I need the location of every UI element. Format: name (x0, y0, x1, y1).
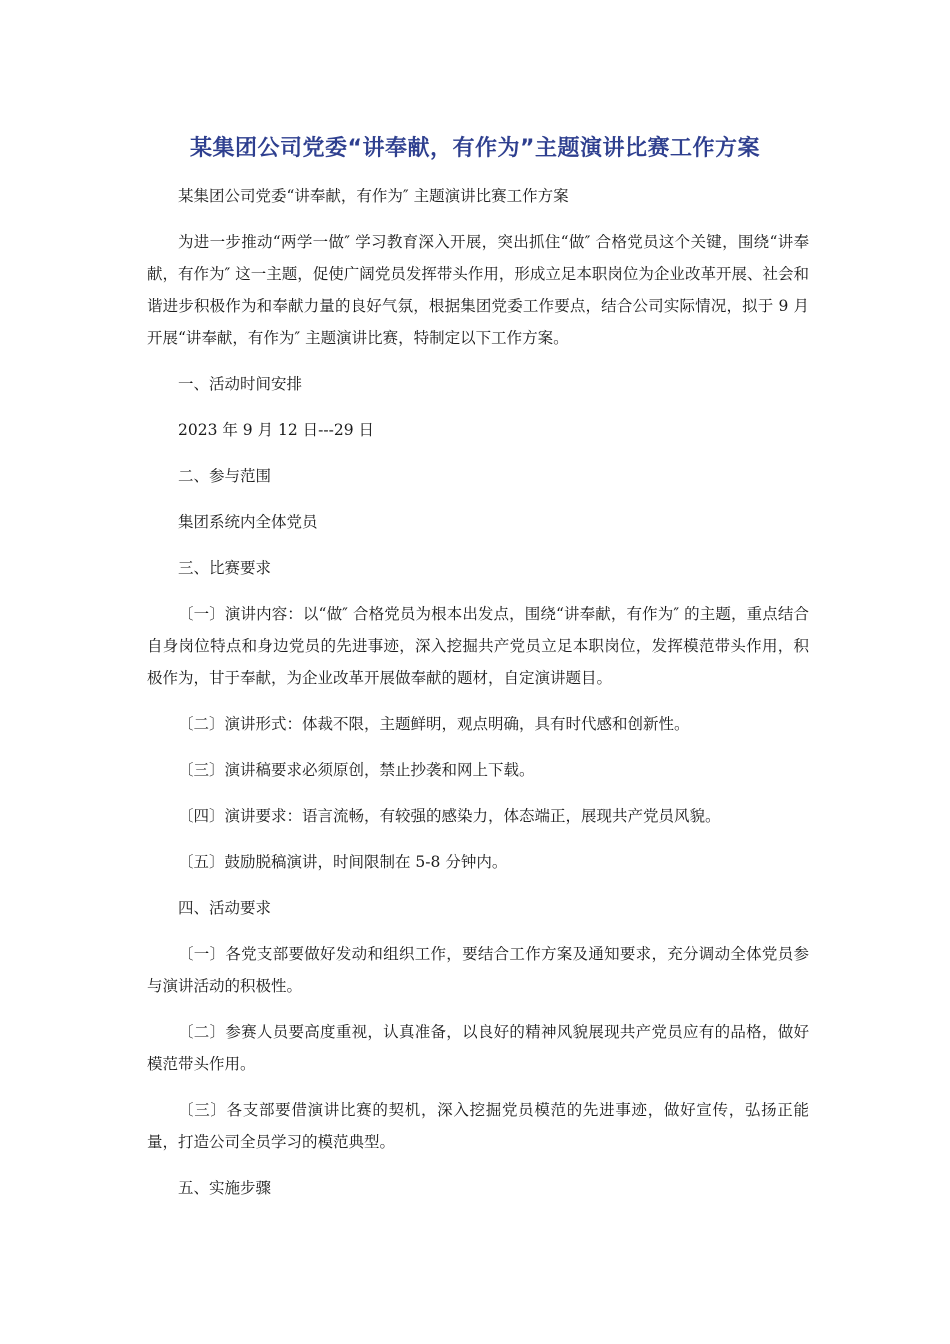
activity-item-1: 〔一〕各党支部要做好发动和组织工作，要结合工作方案及通知要求，充分调动全体党员参与演讲活动的积极性。 (147, 945, 809, 995)
scope-text: 集团系统内全体党员 (178, 513, 318, 531)
activity-item-2: 〔二〕参赛人员要高度重视，认真准备，以良好的精神风貌展现共产党员应有的品格，做好模范带头作用。 (147, 1023, 809, 1073)
requirement-item-5: 〔五〕鼓励脱稿演讲，时间限制在 5-8 分钟内。 (178, 853, 508, 871)
document-title: 某集团公司党委“讲奉献，有作为”主题演讲比赛工作方案 (190, 136, 760, 161)
schedule-date: 2023 年 9 月 12 日---29 日 (178, 421, 375, 439)
activity-item-3: 〔三〕各支部要借演讲比赛的契机，深入挖掘党员模范的先进事迹，做好宣传，弘扬正能量，打造公司全员学习的模范典型。 (147, 1101, 809, 1151)
requirement-item-1: 〔一〕演讲内容：以“做″ 合格党员为根本出发点，围绕“讲奉献，有作为″ 的主题，重点结合自身岗位特点和身边党员的先进事迹，深入挖掘共产党员立足本职岗位，发挥模范带头作用，积极作为，甘于奉献，为企业改革开展做奉献的题材，自定演讲题目。 (147, 605, 809, 687)
subtitle-paragraph: 某集团公司党委“讲奉献，有作为″ 主题演讲比赛工作方案 (178, 187, 569, 205)
requirement-item-4: 〔四〕演讲要求：语言流畅，有较强的感染力，体态端正，展现共产党员风貌。 (178, 807, 721, 825)
section-heading-schedule: 一、活动时间安排 (178, 375, 303, 393)
requirement-item-3: 〔三〕演讲稿要求必须原创，禁止抄袭和网上下载。 (178, 761, 535, 779)
section-heading-steps: 五、实施步骤 (178, 1179, 272, 1197)
intro-paragraph: 为进一步推动“两学一做″ 学习教育深入开展，突出抓住“做″ 合格党员这个关键，围绕“讲奉献，有作为″ 这一主题，促使广阔党员发挥带头作用，形成立足本职岗位为企业改革开展、社会和谐进步积极作为和奉献力量的良好气氛，根据集团党委工作要点，结合公司实际情况，拟于 9 月开展“讲奉献，有作为″ 主题演讲比赛，特制定以下工作方案。 (147, 233, 809, 347)
section-heading-activity: 四、活动要求 (178, 899, 272, 917)
requirement-item-2: 〔二〕演讲形式：体裁不限，主题鲜明，观点明确，具有时代感和创新性。 (178, 715, 690, 733)
section-heading-scope: 二、参与范围 (178, 467, 272, 485)
section-heading-requirements: 三、比赛要求 (178, 559, 272, 577)
document-body (147, 180, 809, 1218)
